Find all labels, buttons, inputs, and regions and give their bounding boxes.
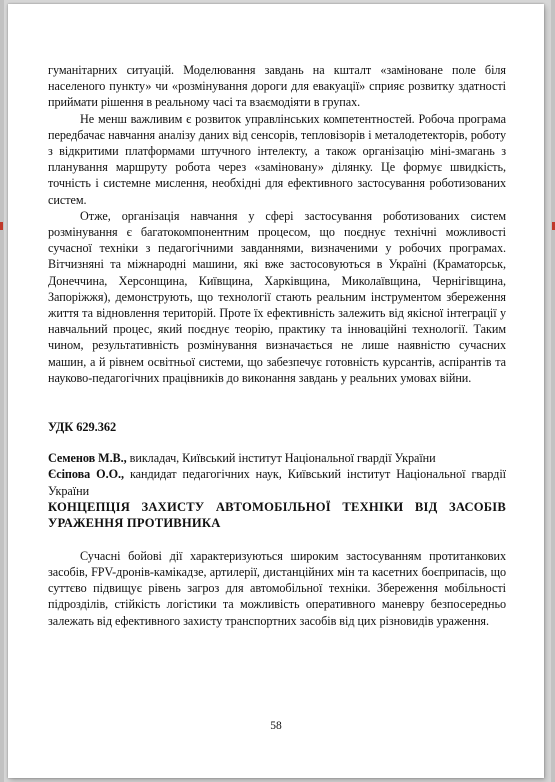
author-line [48,450,506,466]
paragraph-conclusion: Отже, організація навчання у сфері застосування роботизованих систем розмінування є багатокомпонентним процесом, що поєднує технічні можливості сучасної техніки з педагогічними завданнями, визначеними у робочих програмах. Вітчизняні та міжнародні машини, які вже застосовуються в Україні (Краматорськ, Донеччина, Херсонщина, Київщина, Харківщина, Миколаївщина, Чернігівщина, Запоріжжя), демонструють, що технології стають реальним інструментом збереження життя та відновлення територій. Проте їх ефективність залежить від якісної інтеграції у навчальний процес, який поєднує теорію, практику та інноваційні технології. Таким чином, результативність розмінування визначається не лише наявністю сучасних машин, а й рівнем освітньої системи, що забезпечує готовність курсантів, аспірантів та науково-педагогічних працівників до виконання завдань у реальних умовах війни. [48,208,506,385]
udk-code: УДК 629.362 [48,420,117,435]
author-name: Єсіпова О.О., [48,467,124,482]
title-spacer [48,532,506,548]
author-details: викладач, Київський інститут Національної гвардії України [126,451,436,466]
page-number: 58 [270,720,282,732]
author-line [48,466,506,498]
author-name: Семенов М.В., [48,451,127,466]
document-page [8,4,544,778]
paragraph-competences: Не менш важливим є розвиток управлінських компетентностей. Робоча програма передбачає навчання аналізу даних від сенсорів, тепловізорів і металодетекторів, роботу з відкритими платформами штучного інтелекту, а також організацію міні-змагань з планування маршруту робота через «заміновану» ділянку. Це формує швидкість, точність і системне мислення, необхідні для ефективного застосування роботизованих систем. [48,111,506,207]
udk-spacer [48,435,506,450]
article-paragraph: Сучасні бойові дії характеризуються широким застосуванням протитанкових засобів, FPV-дронів-камікадзе, артилерії, дистанційних мін та касетних боєприпасів, що суттєво підвищує рівень загроз для автомобільної техніки. Збереження мобільності підрозділів, стійкість логістики та можливість оперативного маневру безпосередньо залежать від ефективного захисту транспортних засобів від цих різновидів ураження. [48,548,506,628]
paragraph-continuation: гуманітарних ситуацій. Моделювання завдань на кшталт «заміноване поле біля населеного пункту» чи «розмінування дороги для евакуації» сприяє розвитку здатності приймати рішення в реальному часі та взаємодіяти в групах. [48,63,506,110]
page-content [48,62,506,629]
viewer-right-edge [551,0,555,782]
author-details: кандидат педагогічних наук, Київський інститут Національної гвардії України [48,467,507,498]
viewer-left-edge [0,0,4,782]
section-spacer [48,386,506,419]
article-title: КОНЦЕПЦІЯ ЗАХИСТУ АВТОМОБІЛЬНОЇ ТЕХНІКИ ВІД ЗАСОБІВ УРАЖЕННЯ ПРОТИВНИКА [48,499,506,531]
left-edge-marker [0,222,3,230]
